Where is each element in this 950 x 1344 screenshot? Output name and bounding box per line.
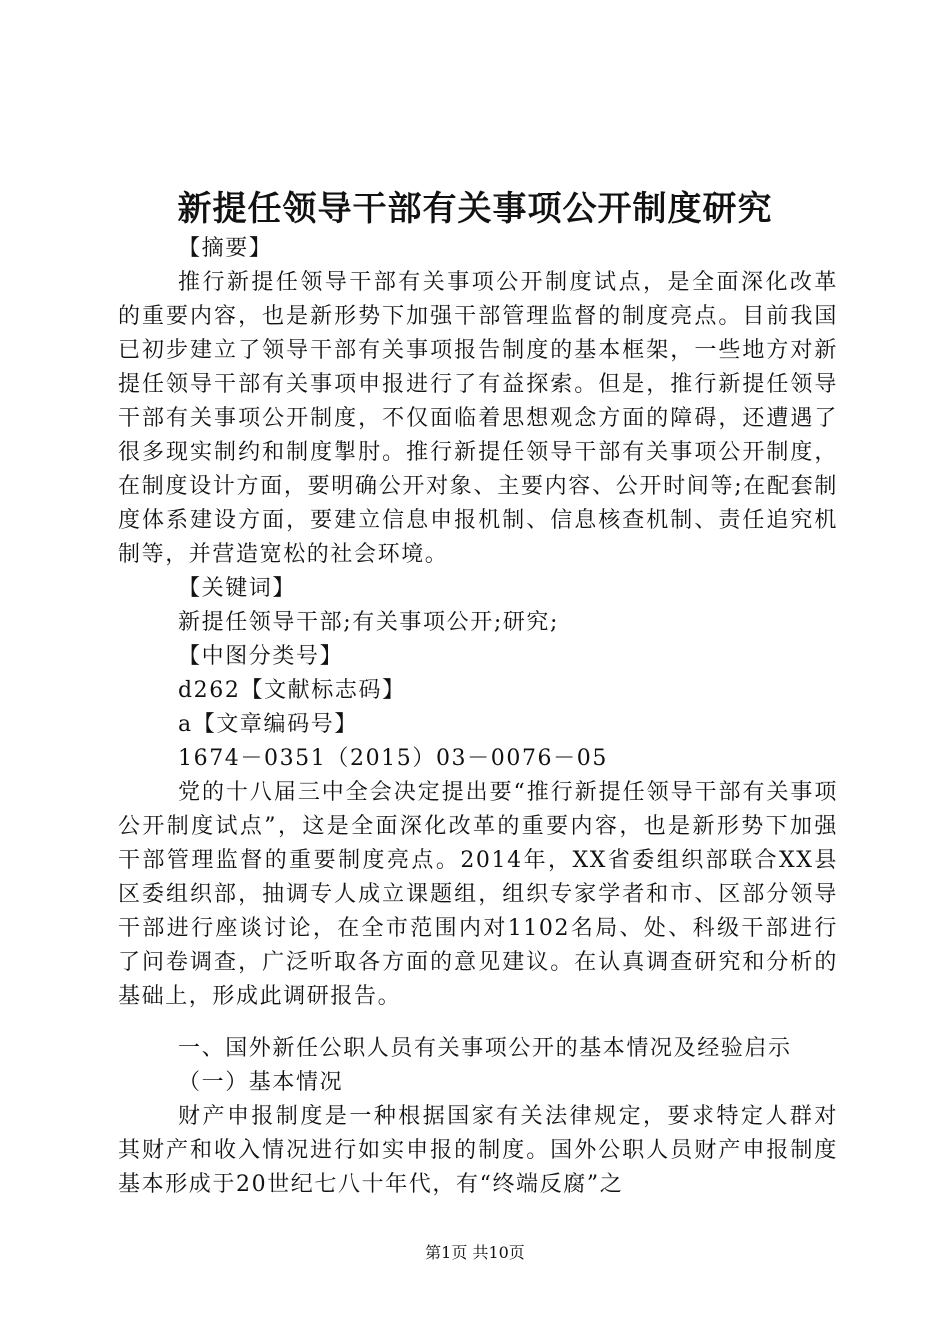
- article-number: 1674－0351（2015）03－0076－05: [178, 746, 608, 771]
- page-footer: 第1页 共10页: [425, 1243, 525, 1262]
- keywords-label: 【关键词】: [178, 576, 297, 601]
- subsection1-heading: （一）基本情况: [178, 1070, 344, 1095]
- doc-code-line: a【文章编码号】: [178, 712, 358, 737]
- document-title: 新提任领导干部有关事项公开制度研究: [177, 189, 773, 229]
- keywords-text: 新提任领导干部;有关事项公开;研究;: [178, 610, 560, 635]
- section1-heading: 一、国外新任公职人员有关事项公开的基本情况及经验启示: [178, 1036, 792, 1061]
- clc-label: 【中图分类号】: [178, 644, 344, 669]
- abstract-paragraph: 推行新提任领导干部有关事项公开制度试点，是全面深化改革的重要内容，也是新形势下加强干部管理监督的制度亮点。目前我国已初步建立了领导干部有关事项报告制度的基本框架，一些地方对新提任领导干部有关事项申报进行了有益探索。但是，推行新提任领导干部有关事项公开制度，不仅面临着思想观念方面的障碍，还遭遇了很多现实制约和制度掣肘。推行新提任领导干部有关事项公开制度，在制度设计方面，要明确公开对象、主要内容、公开时间等;在配套制度体系建设方面，要建立信息申报机制、信息核查机制、责任追究机制等，并营造宽松的社会环境。: [118, 270, 838, 567]
- abstract-label: 【摘要】: [178, 236, 273, 261]
- clc-line: d262【文献标志码】: [178, 678, 406, 703]
- section1-paragraph: 财产申报制度是一种根据国家有关法律规定，要求特定人群对其财产和收入情况进行如实申报的制度。国外公职人员财产申报制度基本形成于20世纪七八十年代，有“终端反腐”之: [118, 1104, 838, 1197]
- document-body: [118, 232, 838, 1202]
- intro-paragraph: 党的十八届三中全会决定提出要“推行新提任领导干部有关事项公开制度试点”，这是全面深化改革的重要内容，也是新形势下加强干部管理监督的重要制度亮点。2014年，XX省委组织部联合XX县区委组织部，抽调专人成立课题组，组织专家学者和市、区部分领导干部进行座谈讨论，在全市范围内对1102名局、处、科级干部进行了问卷调查，广泛听取各方面的意见建议。在认真调查研究和分析的基础上，形成此调研报告。: [118, 780, 838, 1009]
